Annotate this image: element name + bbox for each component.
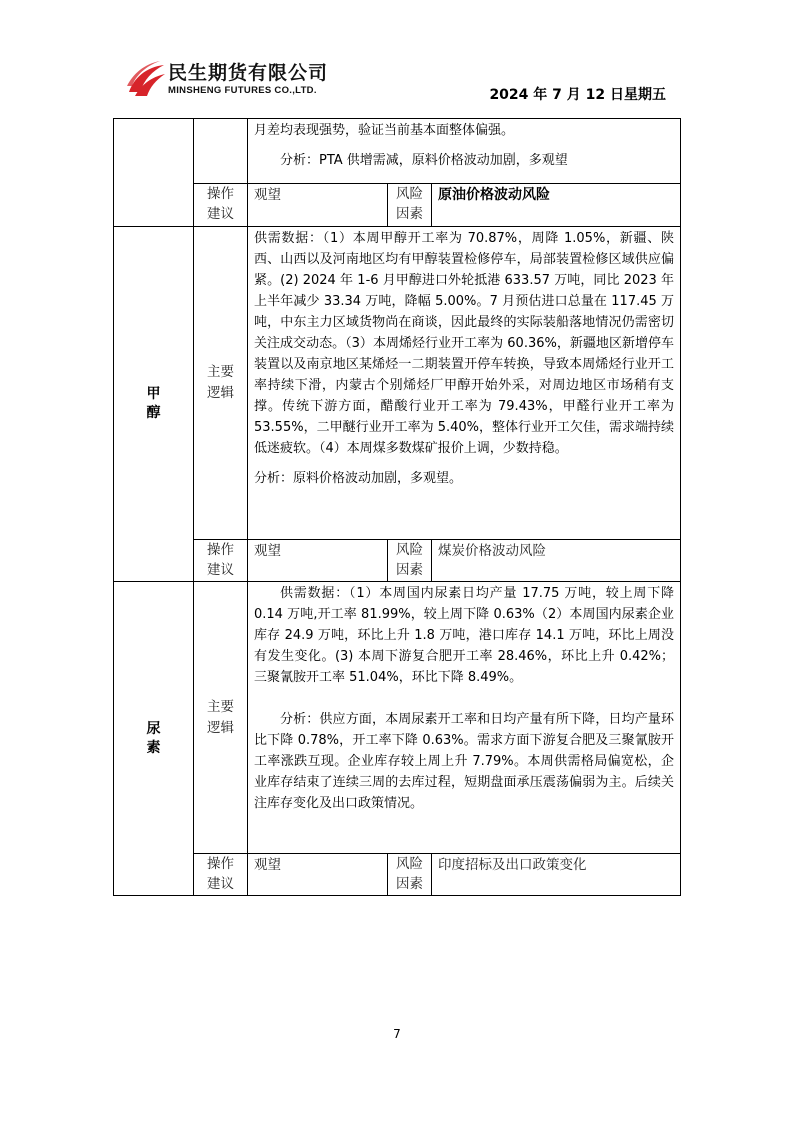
pta-risk-value: 原油价格波动风险: [432, 184, 681, 227]
methanol-logic-label: [194, 227, 248, 540]
pta-logic-text: 月差均表现强势，验证当前基本面整体偏强。: [254, 123, 515, 138]
category-name-char: 素: [146, 739, 161, 756]
methanol-risk-value: 煤炭价格波动风险: [432, 540, 681, 582]
category-name-char: 醇: [146, 405, 161, 421]
urea-risk-value: 印度招标及出口政策变化: [432, 854, 681, 896]
category-name-char: 甲: [146, 386, 161, 402]
urea-op-value: 观望: [248, 854, 388, 896]
minsheng-swoosh-icon: [126, 58, 166, 100]
risk-label-line: 因素: [396, 876, 423, 892]
pta-analysis-text: 分析：PTA 供增需减，原料价格波动加剧，多观望: [280, 153, 568, 168]
risk-label-line: 风险: [396, 186, 423, 202]
methanol-logic-row: [114, 227, 681, 540]
methanol-logic-cell: [248, 227, 681, 540]
risk-label-line: 因素: [396, 562, 423, 578]
logic-label-line: 主要: [207, 698, 234, 715]
methanol-risk-label: [388, 540, 432, 582]
logic-label-line: 主要: [207, 364, 234, 380]
op-label-line: 建议: [207, 562, 234, 578]
report-date: 2024 年 7 月 12 日星期五: [489, 87, 666, 103]
methanol-op-row: [114, 540, 681, 582]
pta-logic-row: [114, 119, 681, 184]
commodity-table: [113, 118, 681, 896]
logo-chinese-name: 民生期货有限公司: [168, 62, 329, 84]
op-label-line: 操作: [207, 542, 234, 558]
logo-english-name: MINSHENG FUTURES CO.,LTD.: [168, 85, 317, 96]
pta-op-value: 观望: [248, 184, 388, 227]
urea-logic-label: [194, 582, 248, 854]
op-label-line: 建议: [207, 876, 234, 892]
urea-op-label: [194, 854, 248, 896]
pta-risk-label: [388, 184, 432, 227]
urea-risk-label: [388, 854, 432, 896]
risk-label-line: 风险: [396, 542, 423, 558]
op-label-line: 操作: [207, 856, 234, 872]
company-logo: [126, 58, 366, 100]
op-label-line: 建议: [207, 206, 234, 222]
urea-logic-cell: [248, 582, 681, 854]
methanol-supply-text: 供需数据：（1）本周甲醇开工率为 70.87%，周降 1.05%，新疆、陕西、山西以及河南地区均有甲醇装置检修停车，局部装置检修区域供应偏紧。(2) 2024 年 1-6 月甲醇进口外轮抵港 633.57 万吨，同比 2023 年上半年减少 33.34 万吨，降幅 5.00%。7 月预估进口总量在 117.45 万吨，中东主力区域货物尚在商谈，因此最终的实际装船落地情况仍需密切关注成交动态。（3）本周烯烃行业开工率为 60.36%，新疆地区新增停车装置以及南京地区某烯烃一二期装置开停车转换，导致本周烯烃行业开工率持续下滑，内蒙古个别烯烃厂甲醇开始外采，对周边地区市场稍有支撑。传统下游方面，醋酸行业开工率为 79.43%，甲醛行业开工率为 53.55%，二甲醚行业开工率为 5.40%，整体行业开工欠佳，需求端持续低迷疲软。（4）本周煤多数煤矿报价上调，少数持稳。: [254, 231, 675, 456]
pta-op-row: [114, 184, 681, 227]
urea-op-row: [114, 854, 681, 896]
methanol-analysis-text: 分析：原料价格波动加剧，多观望。: [254, 471, 463, 486]
risk-label-line: 风险: [396, 856, 423, 872]
pta-op-label: [194, 184, 248, 227]
category-name-char: 尿: [146, 720, 161, 737]
logic-label-line: 逻辑: [207, 385, 234, 401]
methanol-category-cell: [114, 227, 194, 582]
pta-logic-label-cell: [194, 119, 248, 184]
methanol-op-value: 观望: [248, 540, 388, 582]
page-number: 7: [393, 1027, 401, 1041]
urea-logic-row: [114, 582, 681, 854]
paragraph-spacer: [254, 688, 674, 709]
risk-label-line: 因素: [396, 206, 423, 222]
methanol-op-label: [194, 540, 248, 582]
op-label-line: 操作: [207, 186, 234, 202]
pta-logic-cell: [248, 119, 681, 184]
pta-category-cell: [114, 119, 194, 227]
urea-category-cell: [114, 582, 194, 896]
urea-analysis-text: 分析：供应方面，本周尿素开工率和日均产量有所下降，日均产量环比下降 0.78%，开工率下降 0.63%。需求方面下游复合肥及三聚氰胺开工率涨跌互现。企业库存较上周上升 7.79%。本周供需格局偏宽松，企业库存结束了连续三周的去库过程，短期盘面承压震荡偏弱为主。后续关注库存变化及出口政策情况。: [254, 712, 675, 811]
urea-supply-text: 供需数据：（1）本周国内尿素日均产量 17.75 万吨，较上周下降 0.14 万吨,开工率 81.99%，较上周下降 0.63%（2）本周国内尿素企业库存 24.9 万吨，环比上升 1.8 万吨，港口库存 14.1 万吨，环比上周没有发生变化。(3) 本周下游复合肥开工率 28.46%，环比上升 0.42%；三聚氰胺开工率 51.04%，环比下降 8.49%。: [254, 586, 675, 685]
logic-label-line: 逻辑: [207, 719, 234, 736]
